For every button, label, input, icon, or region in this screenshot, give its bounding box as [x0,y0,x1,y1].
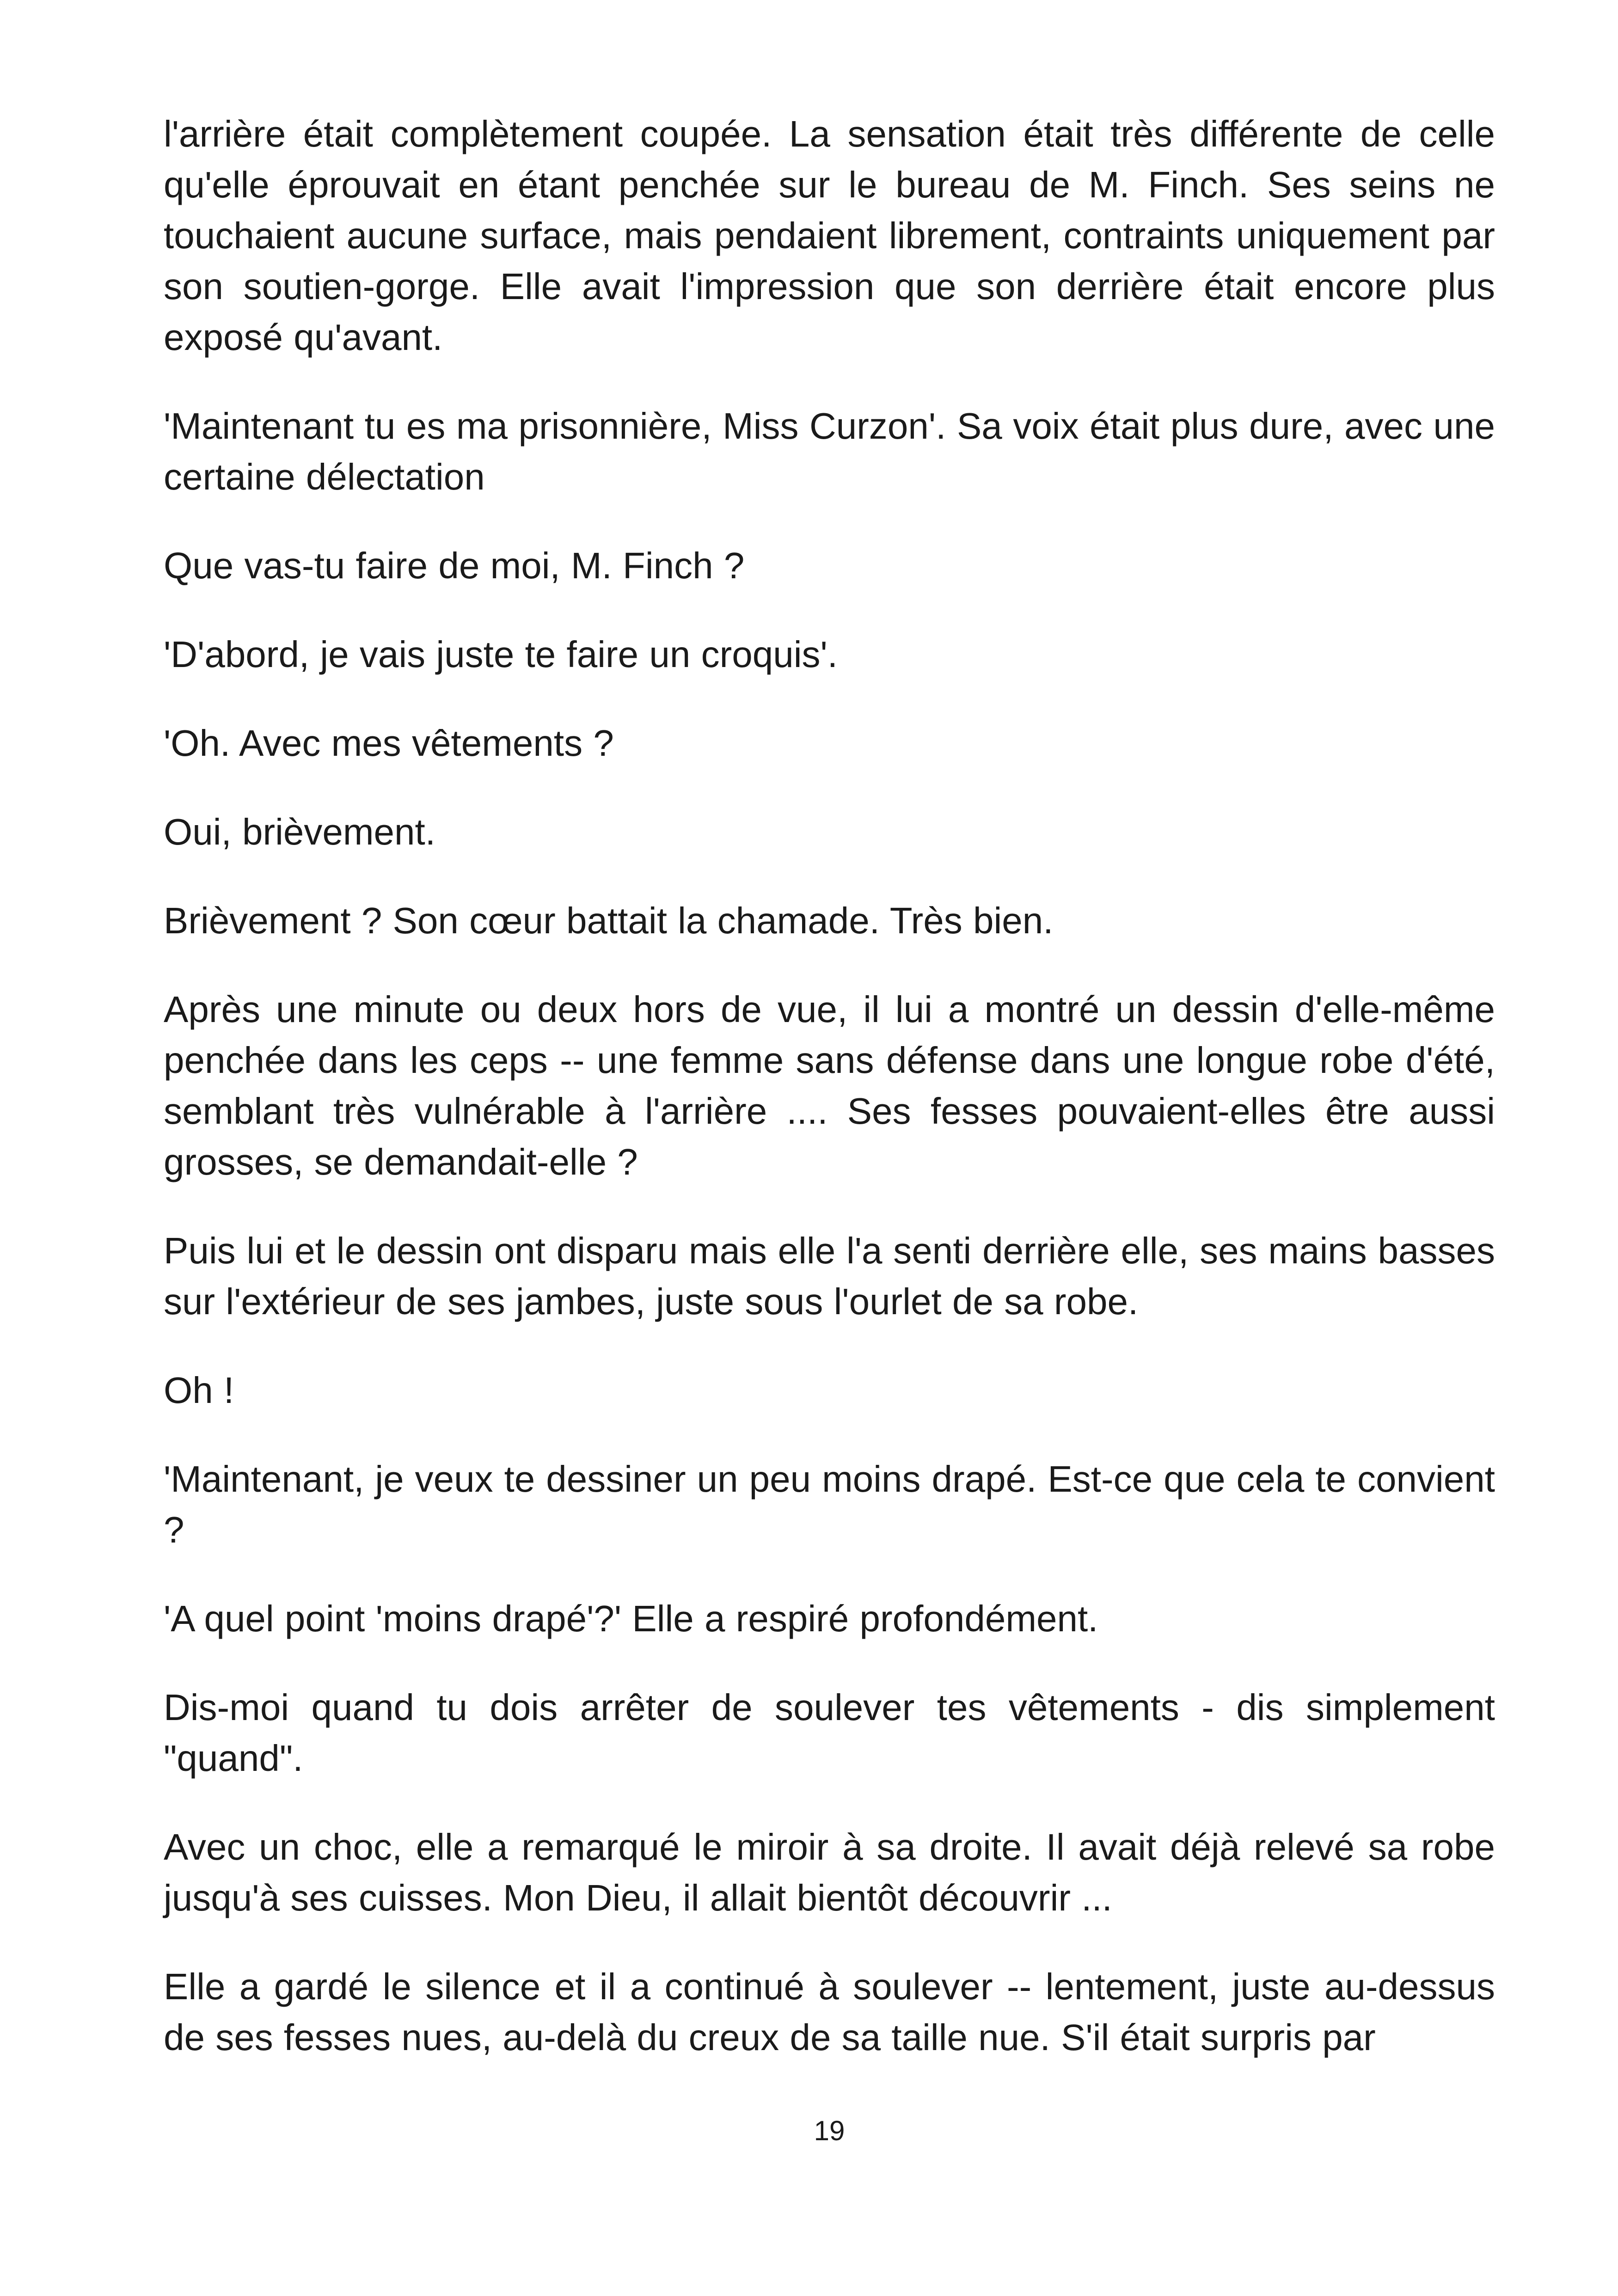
paragraph: 'D'abord, je vais juste te faire un croquis'. [164,634,838,675]
paragraph: 'Maintenant, je veux te dessiner un peu moins drapé. Est-ce que cela te convient ? [164,1458,1495,1550]
paragraph: Puis lui et le dessin ont disparu mais elle l'a senti derrière elle, ses mains basses sur l'extérieur de ses jambes, juste sous l'ourlet de sa robe. [164,1230,1495,1322]
page-number: 19 [814,2115,845,2146]
paragraph: Elle a gardé le silence et il a continué à soulever -- lentement, juste au-dessus de ses fesses nues, au-delà du creux de sa taille nue. S'il était surpris par [164,1966,1495,2058]
text-body [164,109,1495,2063]
paragraph: l'arrière était complètement coupée. La sensation était très différente de celle qu'elle éprouvait en étant penchée sur le bureau de M. Finch. Ses seins ne touchaient aucune surface, mais pendaient librement, contraints uniquement par son soutien-gorge. Elle avait l'impression que son derrière était encore plus exposé qu'avant. [164,113,1495,358]
paragraph: Oui, brièvement. [164,811,435,852]
paragraph: Que vas-tu faire de moi, M. Finch ? [164,545,745,586]
paragraph: 'Oh. Avec mes vêtements ? [164,722,614,764]
paragraph: Dis-moi quand tu dois arrêter de soulever tes vêtements - dis simplement "quand". [164,1687,1495,1779]
document-page [164,0,1495,2296]
paragraph: Après une minute ou deux hors de vue, il lui a montré un dessin d'elle-même penchée dans les ceps -- une femme sans défense dans une longue robe d'été, semblant très vulnérable à l'arrière .... Ses fesses pouvaient-elles être aussi grosses, se demandait-elle ? [164,989,1495,1182]
paragraph: Avec un choc, elle a remarqué le miroir à sa droite. Il avait déjà relevé sa robe jusqu'à ses cuisses. Mon Dieu, il allait bientôt découvrir ... [164,1826,1495,1918]
paragraph: 'A quel point 'moins drapé'?' Elle a respiré profondément. [164,1598,1098,1639]
paragraph: Brièvement ? Son cœur battait la chamade. Très bien. [164,900,1054,941]
paragraph: 'Maintenant tu es ma prisonnière, Miss Curzon'. Sa voix était plus dure, avec une certaine délectation [164,405,1495,497]
paragraph: Oh ! [164,1370,234,1411]
